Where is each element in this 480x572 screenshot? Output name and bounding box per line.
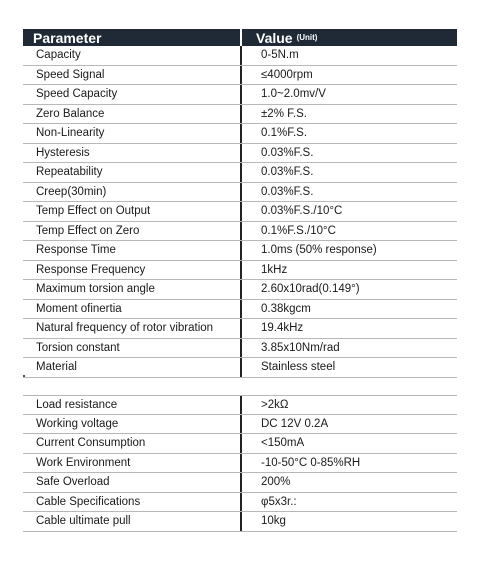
table-row bbox=[23, 473, 457, 493]
table-row bbox=[23, 202, 457, 222]
value-cell: 19.4kHz bbox=[240, 319, 457, 338]
parameter-cell: Safe Overload bbox=[36, 476, 110, 489]
parameter-cell: Temp Effect on Output bbox=[36, 205, 151, 218]
table-row bbox=[23, 395, 457, 415]
table-row bbox=[23, 105, 457, 125]
parameter-cell: Material bbox=[36, 361, 77, 374]
spec-rows-electrical bbox=[23, 395, 457, 532]
value-cell: ≤4000rpm bbox=[240, 66, 457, 85]
value-header-label: Value bbox=[256, 29, 293, 46]
parameter-cell: Repeatability bbox=[36, 166, 103, 179]
table-row bbox=[23, 434, 457, 454]
unit-header-label: (Unit) bbox=[296, 33, 318, 42]
value-cell: 1.0~2.0mv/V bbox=[240, 85, 457, 104]
parameter-cell: Speed Signal bbox=[36, 68, 105, 81]
value-cell: 0.03%F.S. bbox=[240, 163, 457, 182]
table-row bbox=[23, 358, 457, 378]
table-row bbox=[23, 66, 457, 86]
table-row bbox=[23, 144, 457, 164]
value-cell: Stainless steel bbox=[240, 358, 457, 377]
value-cell: 10kg bbox=[240, 512, 457, 531]
parameter-header: Parameter bbox=[33, 29, 102, 46]
parameter-cell: Moment ofinertia bbox=[36, 302, 122, 315]
parameter-cell: Zero Balance bbox=[36, 107, 105, 120]
value-cell: >2kΩ bbox=[240, 396, 457, 414]
value-cell: DC 12V 0.2A bbox=[240, 415, 457, 434]
parameter-cell: Work Environment bbox=[36, 456, 131, 469]
value-cell: 3.85x10Nm/rad bbox=[240, 339, 457, 358]
parameter-cell: Load resistance bbox=[36, 398, 118, 411]
table-row bbox=[23, 241, 457, 261]
table-header bbox=[23, 29, 457, 46]
spec-table-electrical bbox=[23, 395, 457, 532]
parameter-cell: Maximum torsion angle bbox=[36, 283, 155, 296]
table-row bbox=[23, 493, 457, 513]
table-row bbox=[23, 183, 457, 203]
parameter-cell: Response Time bbox=[36, 244, 116, 257]
parameter-cell: Cable ultimate pull bbox=[36, 515, 131, 528]
spec-table-main bbox=[23, 29, 457, 378]
table-row bbox=[23, 339, 457, 359]
table-row bbox=[23, 319, 457, 339]
table-row bbox=[23, 280, 457, 300]
value-cell: 0.1%F.S. bbox=[240, 124, 457, 143]
table-row bbox=[23, 222, 457, 242]
parameter-cell: Cable Specifications bbox=[36, 495, 141, 508]
value-cell: 0.38kgcm bbox=[240, 300, 457, 319]
parameter-cell: Response Frequency bbox=[36, 263, 146, 276]
parameter-cell: Current Consumption bbox=[36, 437, 146, 450]
value-cell: 0.03%F.S. bbox=[240, 144, 457, 163]
value-cell: <150mA bbox=[240, 434, 457, 453]
parameter-cell: Torsion constant bbox=[36, 341, 120, 354]
table-row bbox=[23, 415, 457, 435]
parameter-cell: Creep(30min) bbox=[36, 185, 107, 198]
table-row bbox=[23, 300, 457, 320]
table-row bbox=[23, 163, 457, 183]
value-cell: 1.0ms (50% response) bbox=[240, 241, 457, 260]
table-row bbox=[23, 512, 457, 532]
parameter-cell: Temp Effect on Zero bbox=[36, 224, 140, 237]
value-cell: φ5x3r.: bbox=[240, 493, 457, 512]
value-cell: 0.03%F.S. bbox=[240, 183, 457, 202]
table-row bbox=[23, 261, 457, 281]
parameter-cell: Hysteresis bbox=[36, 146, 90, 159]
value-cell: 1kHz bbox=[240, 261, 457, 280]
spec-rows-main bbox=[23, 46, 457, 378]
parameter-cell: Capacity bbox=[36, 49, 81, 62]
parameter-cell: Working voltage bbox=[36, 417, 119, 430]
value-cell: ±2% F.S. bbox=[240, 105, 457, 124]
value-cell: -10-50°C 0-85%RH bbox=[240, 454, 457, 473]
value-cell: 0-5N.m bbox=[240, 46, 457, 65]
table-row bbox=[23, 124, 457, 144]
table-row bbox=[23, 454, 457, 474]
parameter-cell: Non-Linearity bbox=[36, 127, 105, 140]
parameter-cell: Speed Capacity bbox=[36, 88, 118, 101]
value-cell: 200% bbox=[240, 473, 457, 492]
table-row bbox=[23, 85, 457, 105]
value-cell: 0.1%F.S./10°C bbox=[240, 222, 457, 241]
table-row bbox=[23, 46, 457, 66]
stray-dot bbox=[23, 375, 25, 377]
value-cell: 2.60x10rad(0.149°) bbox=[240, 280, 457, 299]
parameter-cell: Natural frequency of rotor vibration bbox=[36, 322, 214, 335]
value-cell: 0.03%F.S./10°C bbox=[240, 202, 457, 221]
value-header bbox=[240, 29, 457, 46]
